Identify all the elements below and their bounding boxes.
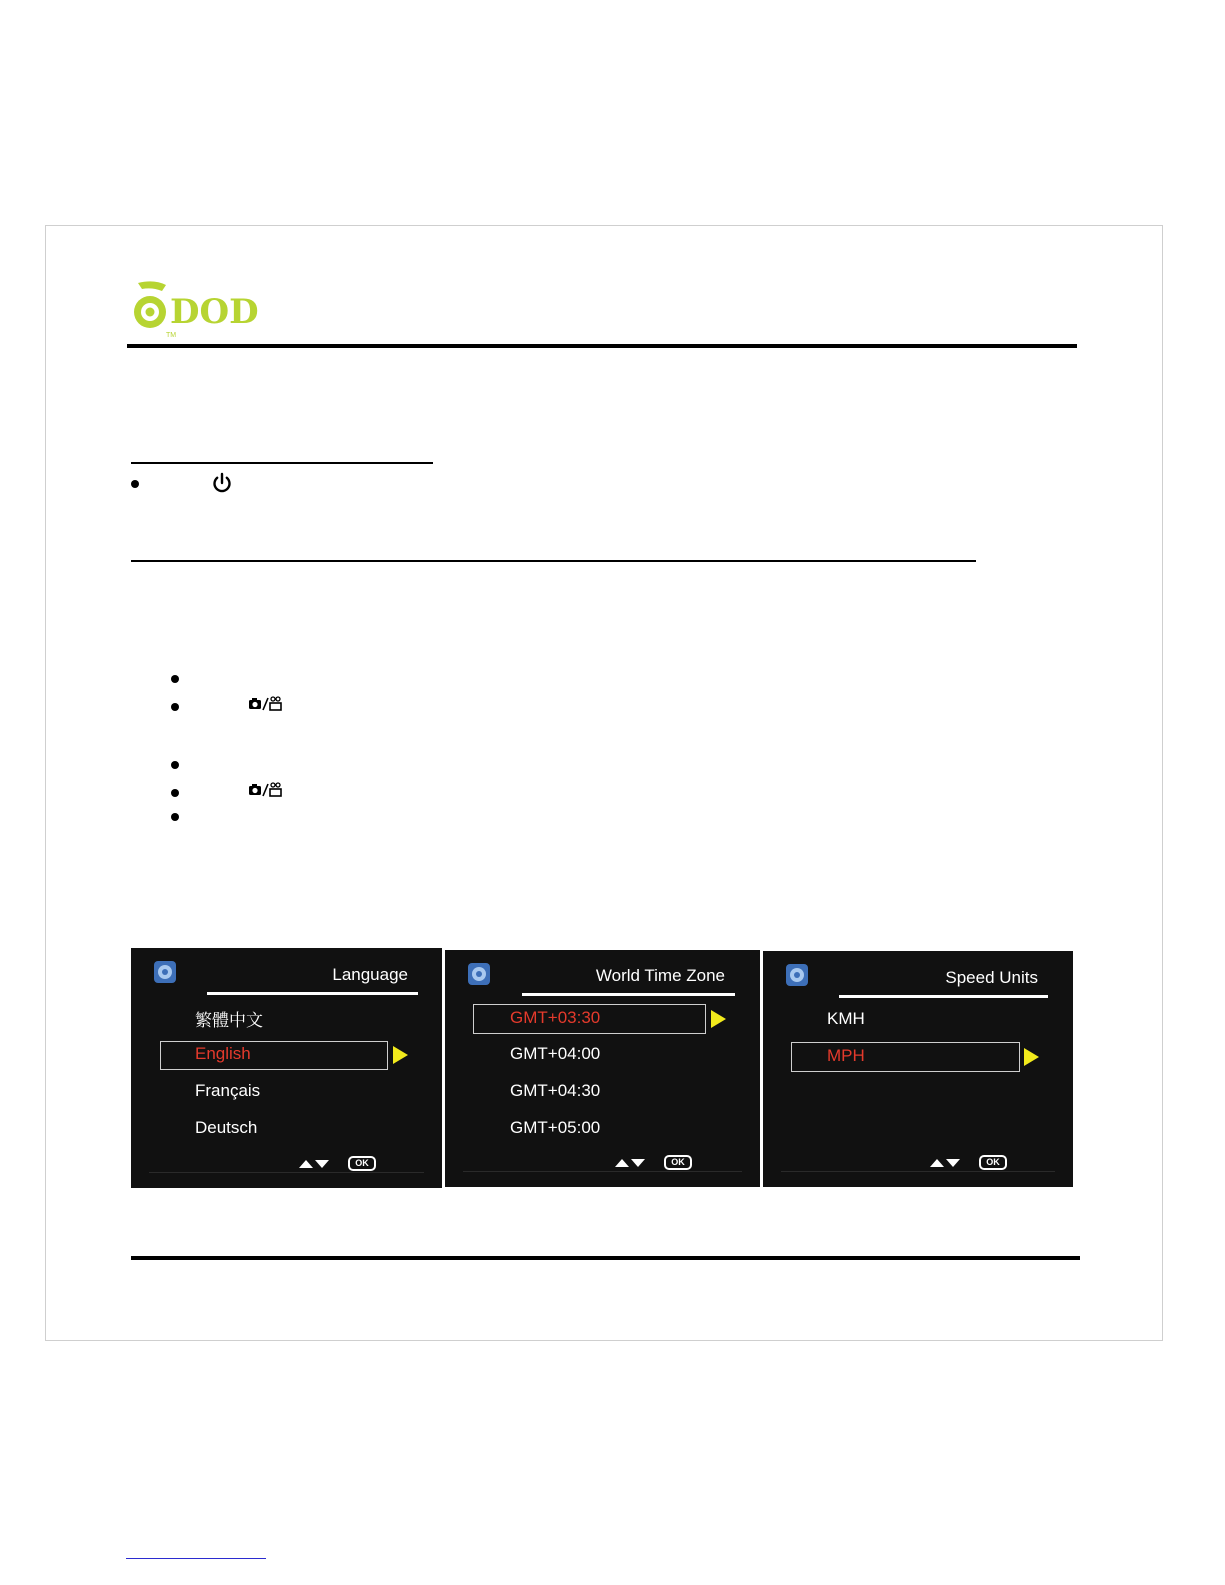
menu-item-selected[interactable]: GMT+03:30: [510, 1008, 601, 1027]
menu-item[interactable]: Deutsch: [195, 1118, 258, 1137]
footnote-separator: [126, 1558, 266, 1559]
gear-icon: [153, 960, 177, 984]
camera-video-icon: [248, 695, 286, 713]
divider: [463, 1171, 742, 1172]
section-underline-2: [131, 560, 976, 562]
menu-item[interactable]: GMT+04:00: [510, 1044, 601, 1063]
language-screen: [131, 948, 442, 1188]
yellow-arrow-icon: [393, 1046, 408, 1064]
bullet-icon: [131, 480, 139, 488]
screen-title: Speed Units: [945, 968, 1038, 987]
divider: [781, 1171, 1055, 1172]
menu-item[interactable]: KMH: [827, 1009, 865, 1028]
power-icon: [211, 472, 233, 494]
selection-box: [791, 1042, 1020, 1072]
title-underline: [839, 995, 1048, 998]
world-time-zone-screen: [445, 950, 760, 1187]
divider: [149, 1172, 424, 1173]
ok-button-icon: OK: [664, 1155, 692, 1170]
menu-item[interactable]: Français: [195, 1081, 261, 1100]
bullet-icon: [171, 789, 179, 797]
trademark-mark: TM: [166, 332, 177, 339]
menu-item-selected[interactable]: MPH: [827, 1046, 865, 1065]
dod-logo: [132, 279, 302, 339]
section-underline-1: [131, 462, 433, 464]
title-underline: [522, 993, 735, 996]
up-down-arrows-icon: [615, 1158, 645, 1168]
gear-icon: [785, 963, 809, 987]
menu-item[interactable]: 繁體中文: [195, 1011, 263, 1030]
menu-item-selected[interactable]: English: [195, 1044, 251, 1063]
screen-title: Language: [332, 965, 408, 984]
menu-item[interactable]: GMT+04:30: [510, 1081, 601, 1100]
yellow-arrow-icon: [711, 1010, 726, 1028]
yellow-arrow-icon: [1024, 1048, 1039, 1066]
up-down-arrows-icon: [299, 1159, 329, 1169]
title-underline: [207, 992, 418, 995]
logo-text: DOD: [170, 292, 259, 332]
screen-title: World Time Zone: [595, 966, 725, 985]
menu-item[interactable]: GMT+05:00: [510, 1118, 601, 1137]
camera-video-icon: [248, 781, 286, 799]
gear-icon: [467, 962, 491, 986]
bullet-icon: [171, 813, 179, 821]
ok-button-icon: OK: [979, 1155, 1007, 1170]
bullet-icon: [171, 703, 179, 711]
up-down-arrows-icon: [930, 1158, 960, 1168]
header-rule: [127, 344, 1077, 348]
ok-button-icon: OK: [348, 1156, 376, 1171]
bullet-icon: [171, 675, 179, 683]
footer-rule: [131, 1256, 1080, 1260]
speed-units-screen: [763, 951, 1073, 1187]
bullet-icon: [171, 761, 179, 769]
